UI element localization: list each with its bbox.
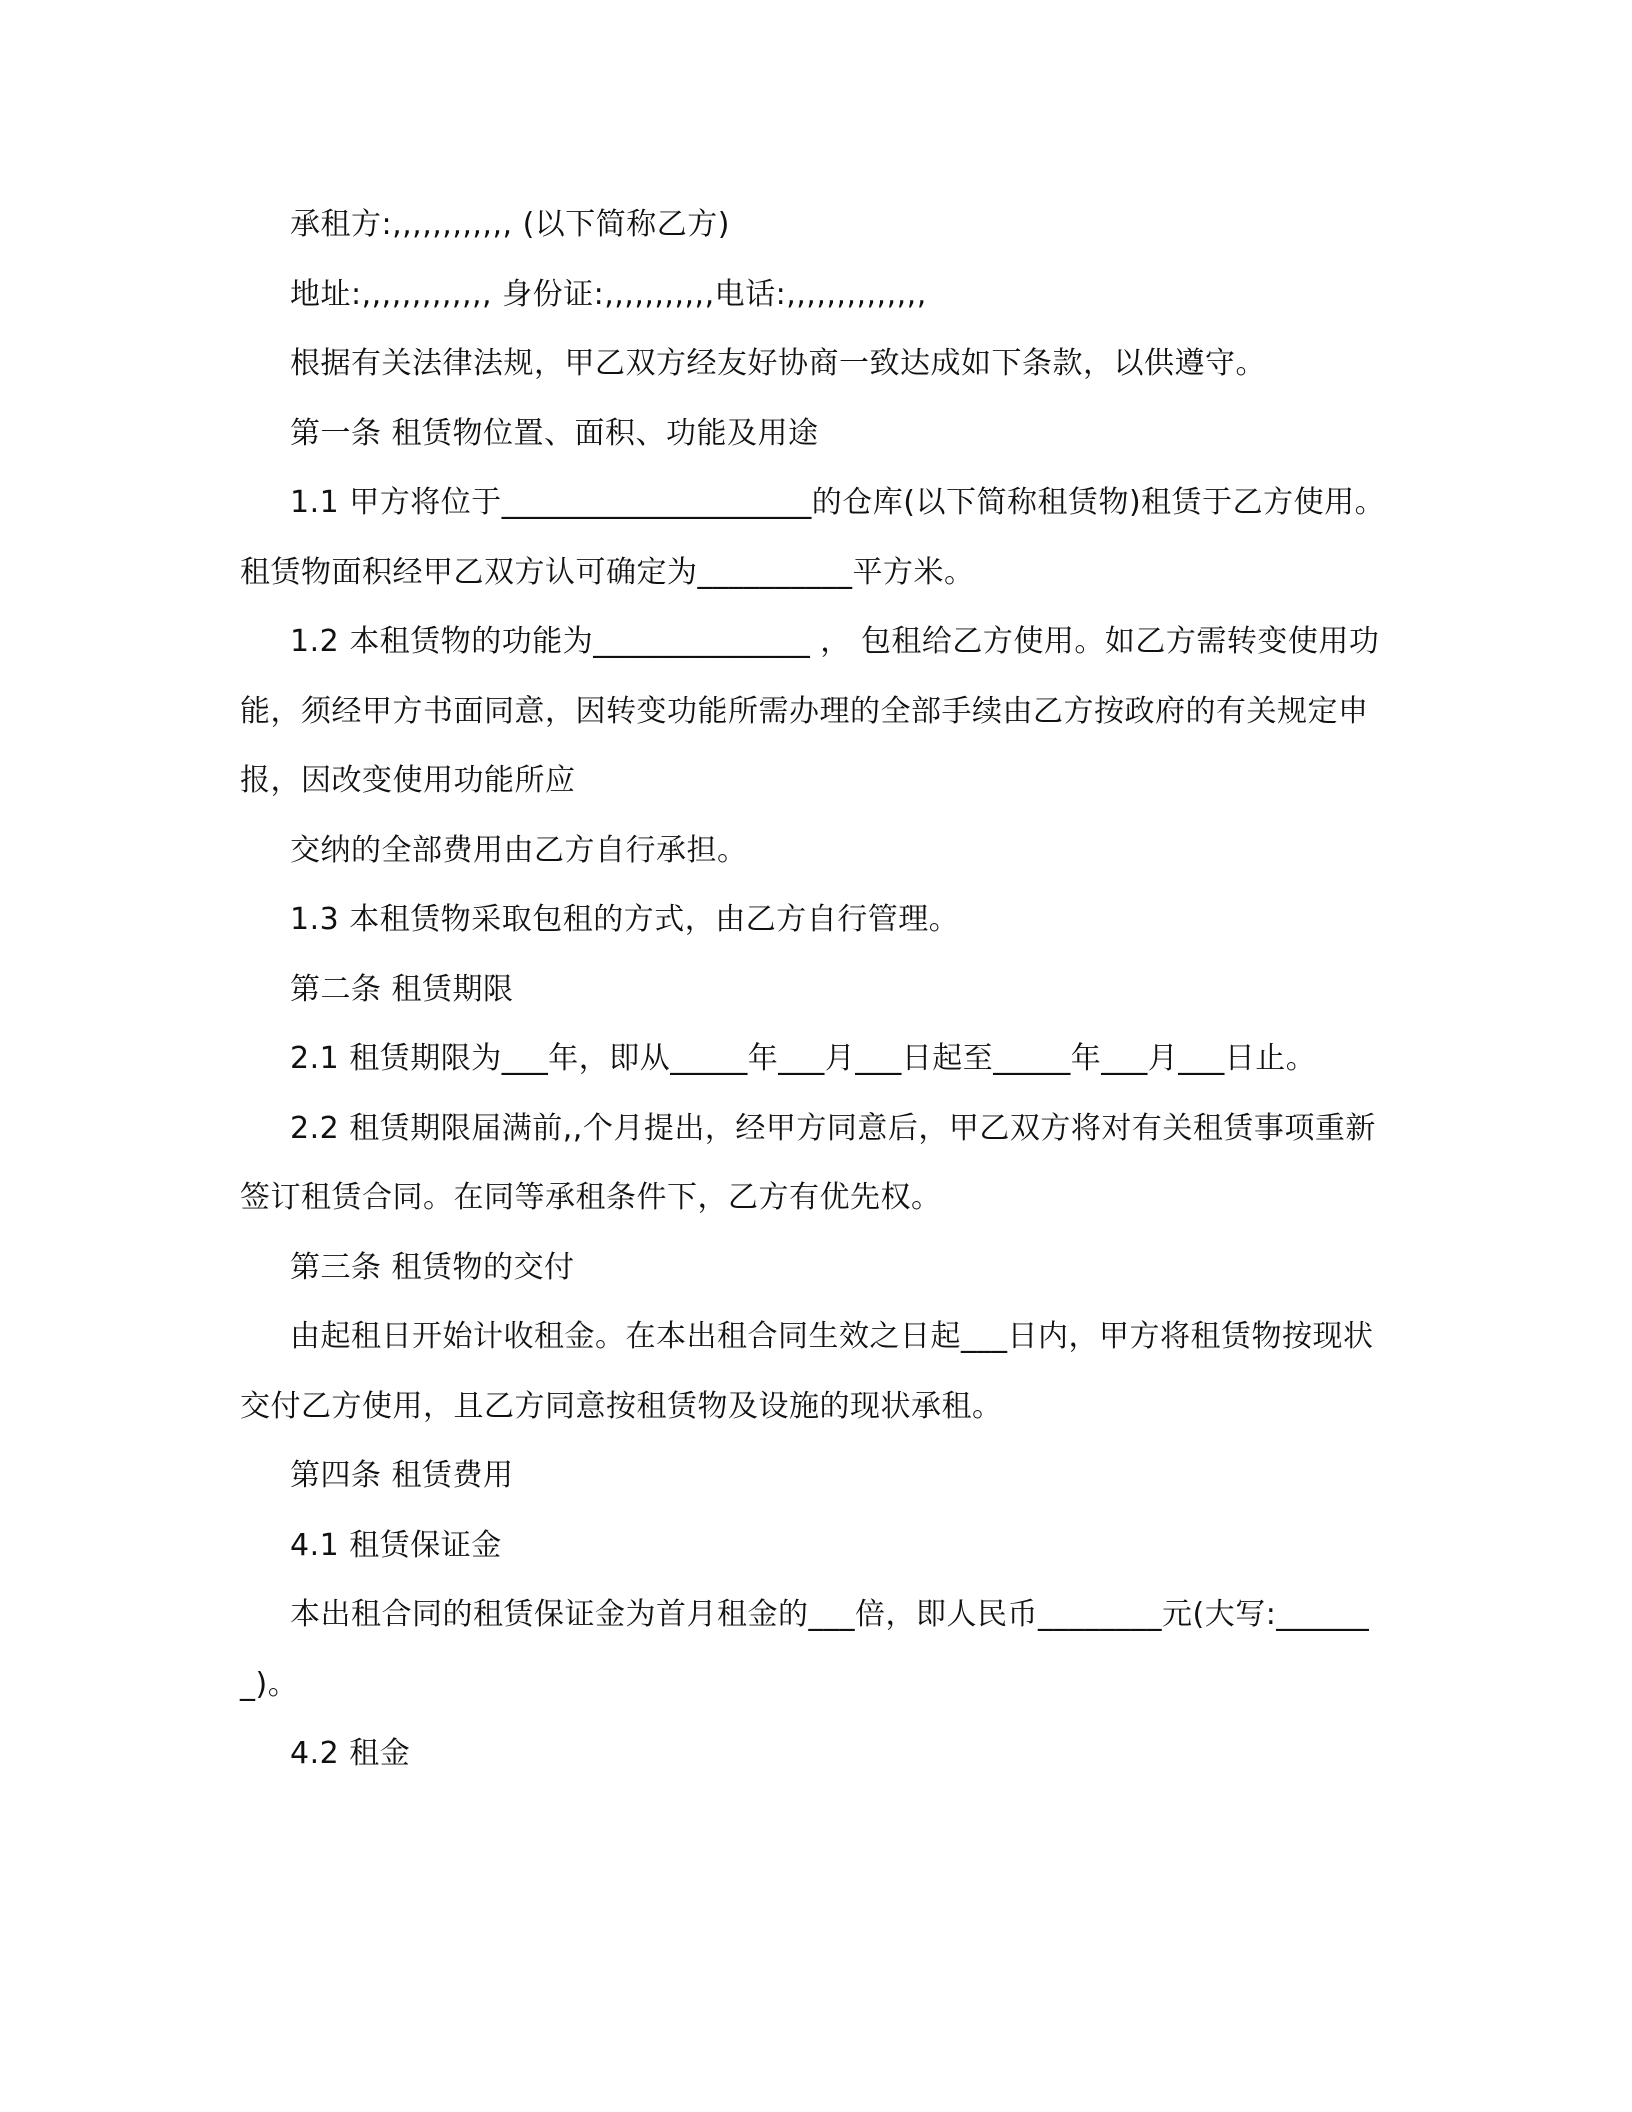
document-body	[240, 190, 1390, 1789]
paragraph-lessee: 承租方:,,,,,,,,,,,, (以下简称乙方)	[290, 207, 730, 242]
clause-4-1-body: 本出租合同的租赁保证金为首月租金的___倍，即人民币________元(大写:_______)。	[240, 1597, 1370, 1702]
clause-2-1: 2.1 租赁期限为___年，即从_____年___月___日起至_____年___月___日止。	[290, 1041, 1317, 1076]
clause-1-1: 1.1 甲方将位于____________________的仓库(以下简称租赁物)租赁于乙方使用。租赁物面积经甲乙双方认可确定为__________平方米。	[240, 485, 1386, 590]
clause-2-2: 2.2 租赁期限届满前,,个月提出，经甲方同意后，甲乙双方将对有关租赁事项重新签订租赁合同。在同等承租条件下，乙方有优先权。	[240, 1110, 1376, 1215]
paragraph-address: 地址:,,,,,,,,,,,,, 身份证:,,,,,,,,,,,电话:,,,,,,,,,,,,,,	[290, 276, 927, 312]
article-1-heading: 第一条 租赁物位置、面积、功能及用途	[290, 415, 819, 451]
clause-1-2: 1.2 本租赁物的功能为______________ ， 包租给乙方使用。如乙方需转变使用功能，须经甲方书面同意，因转变功能所需办理的全部手续由乙方按政府的有关规定申报，因改变使用功能所应	[240, 624, 1380, 798]
article-2-heading: 第二条 租赁期限	[290, 971, 514, 1007]
clause-1-2-continued: 交纳的全部费用由乙方自行承担。	[290, 832, 748, 868]
article-3-heading: 第三条 租赁物的交付	[290, 1249, 575, 1285]
article-4-heading: 第四条 租赁费用	[290, 1458, 514, 1493]
clause-1-3: 1.3 本租赁物采取包租的方式，由乙方自行管理。	[290, 902, 960, 937]
clause-4-2-heading: 4.2 租金	[290, 1736, 411, 1771]
clause-4-1-heading: 4.1 租赁保证金	[290, 1527, 502, 1563]
article-3-body: 由起租日开始计收租金。在本出租合同生效之日起___日内，甲方将租赁物按现状交付乙方使用，且乙方同意按租赁物及设施的现状承租。	[240, 1319, 1374, 1424]
paragraph-preamble: 根据有关法律法规，甲乙双方经友好协商一致达成如下条款，以供遵守。	[290, 346, 1266, 381]
